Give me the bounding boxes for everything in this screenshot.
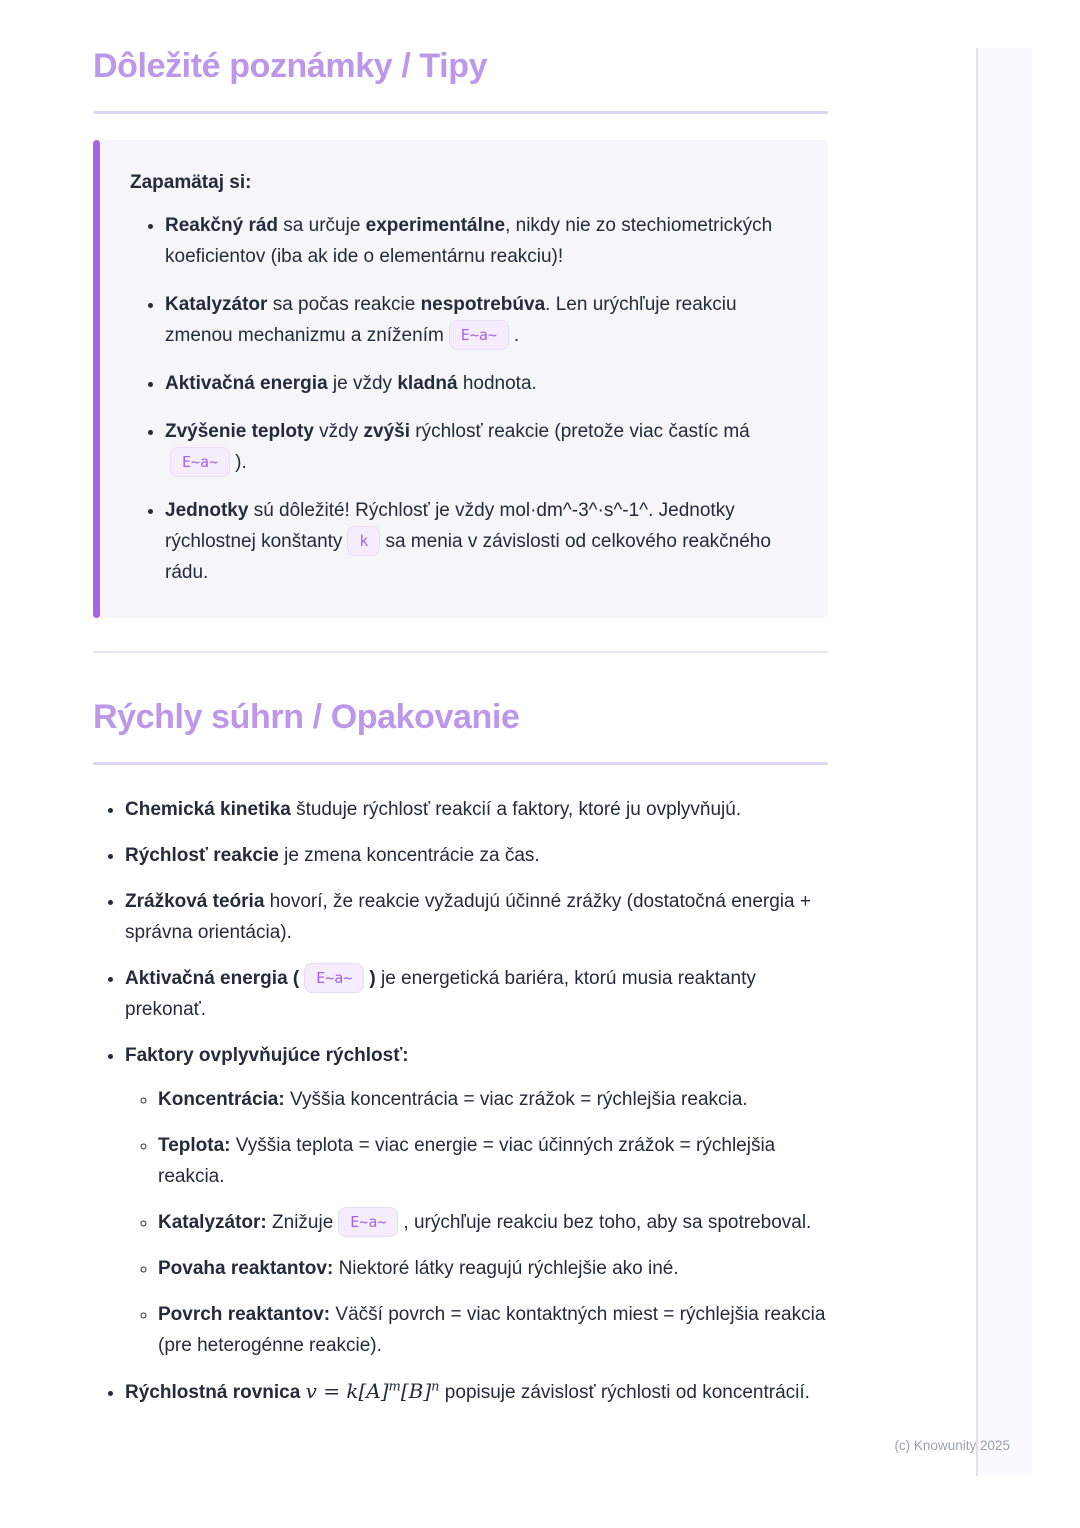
inline-code-chip: E~a~ [449, 320, 509, 350]
summary-section-title: Rýchly súhrn / Opakovanie [93, 698, 520, 736]
callout-list [130, 210, 794, 588]
summary-list-item: • Aktivačná energia ( E~a~ ) je energetická bariéra, ktorú musia reaktanty prekonať. [125, 963, 828, 1025]
copyright-watermark: (c) Knowunity 2025 [894, 1438, 1010, 1453]
summary-list-item: • Rýchlosť reakcie je zmena koncentrácie za čas. [125, 840, 828, 871]
summary-list-item: • Chemická kinetika študuje rýchlosť reakcií a faktory, ktoré ju ovplyvňujú. [125, 794, 828, 825]
summary-list-item: • Faktory ovplyvňujúce rýchlosť: ◦ Koncentrácia: Vyššia koncentrácia = viac zrážok = rýchlejšia reakcia. ◦ Teplota: Vyššia teplota = viac energie = viac účinných zrážok = rýchlejšia reakcia. ◦ Katalyzátor: Znižuje E~a~ , urýchľuje reakciu bez toho, aby sa spotreboval. ◦ Povaha reaktantov: Niektoré látky reagujú rýchlejšie ako iné. ◦ Povrch reaktantov: Väčší povrch = viac kontaktných miest = rýchlejšia reakcia (pre heterogénne reakcie). [125, 1040, 828, 1361]
section-divider [93, 651, 828, 653]
summary-title-rule [93, 762, 828, 765]
inline-code-chip: k [347, 526, 380, 556]
document-page [93, 0, 828, 1408]
adjacent-page-edge [978, 48, 1032, 1476]
sub-list-item: ◦ Teplota: Vyššia teplota = viac energie = viac účinných zrážok = rýchlejšia reakcia. [158, 1130, 828, 1192]
callout-heading: Zapamätaj si: [130, 172, 252, 193]
inline-code-chip: E~a~ [170, 447, 230, 477]
notes-title-rule [93, 111, 828, 114]
page-boundary-line [976, 48, 978, 1476]
callout-accent-bar [93, 140, 100, 618]
callout-list-item: • Jednotky sú dôležité! Rýchlosť je vždy mol·dm^-3^·s^-1^. Jednotky rýchlostnej konštanty k sa menia v závislosti od celkového reakčného rádu. [165, 495, 794, 588]
summary-list-item: • Zrážková teória hovorí, že reakcie vyžadujú účinné zrážky (dostatočná energia + správna orientácia). [125, 886, 828, 948]
callout-list-item: • Aktivačná energia je vždy kladná hodnota. [165, 368, 794, 399]
inline-code-chip: E~a~ [304, 963, 364, 993]
callout-list-item: • Katalyzátor sa počas reakcie nespotrebúva. Len urýchľuje reakciu zmenou mechanizmu a znížením E~a~ . [165, 289, 794, 351]
summary-list [93, 794, 828, 1408]
callout-list-item: • Reakčný rád sa určuje experimentálne, nikdy nie zo stechiometrických koeficientov (iba ak ide o elementárnu reakciu)! [165, 210, 794, 272]
callout-list-item: • Zvýšenie teploty vždy zvýši rýchlosť reakcie (pretože viac častíc máE~a~ ). [165, 416, 794, 478]
callout-box [93, 140, 828, 618]
sub-list-item: ◦ Povaha reaktantov: Niektoré látky reagujú rýchlejšie ako iné. [158, 1253, 828, 1284]
sub-list-item: ◦ Katalyzátor: Znižuje E~a~ , urýchľuje reakciu bez toho, aby sa spotreboval. [158, 1207, 828, 1238]
sub-list-item: ◦ Koncentrácia: Vyššia koncentrácia = viac zrážok = rýchlejšia reakcia. [158, 1084, 828, 1115]
summary-list-item: • Rýchlostná rovnica $v = k[A]^m[B]^n$ popisuje závislosť rýchlosti od koncentrácií. [125, 1376, 828, 1408]
sub-list-item: ◦ Povrch reaktantov: Väčší povrch = viac kontaktných miest = rýchlejšia reakcia (pre heterogénne reakcie). [158, 1299, 828, 1361]
sub-list [125, 1084, 828, 1361]
notes-section-title: Dôležité poznámky / Tipy [93, 47, 488, 85]
inline-code-chip: E~a~ [338, 1207, 398, 1237]
